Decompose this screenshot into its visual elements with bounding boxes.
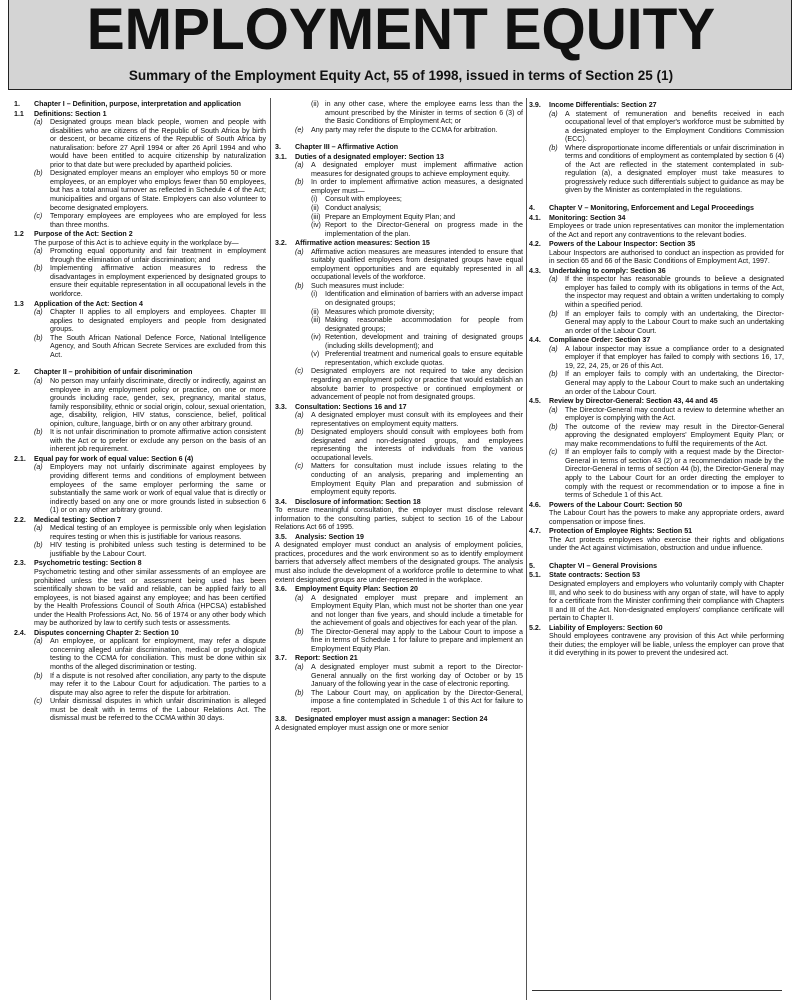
section-title: Disputes concerning Chapter 2: Section 10 <box>34 628 179 637</box>
list-item <box>14 428 266 454</box>
chapter-heading <box>14 100 266 109</box>
item-text: The Director-General may apply to the Labour Court to impose a fine in terms of Schedule 1 for failure to prepare and implement an Employment Equity Plan. <box>311 627 523 653</box>
list-item <box>14 697 266 723</box>
section-number: 4.6. <box>529 500 541 509</box>
section-heading <box>275 533 523 542</box>
list-item <box>14 308 266 334</box>
section-number: 2.3. <box>14 559 26 568</box>
item-text: Temporary employees are employees who are employed for less than three months. <box>50 212 266 229</box>
list-item <box>275 428 523 462</box>
sub-item-text: Conduct analysis; <box>325 204 381 213</box>
paragraph: Labour Inspectors are authorised to conduct an inspection as provided for in section 65 and 66 of the Basic Conditions of Employment Act, 1997. <box>549 248 784 266</box>
item-label: (a) <box>549 344 558 353</box>
paragraph: The Act protects employees who exercise their rights and obligations under the Act against victimisation, obstruction and undue influence. <box>549 535 784 553</box>
list-item <box>14 212 266 229</box>
section-number: 2. <box>14 368 20 377</box>
chapter-heading <box>14 368 266 377</box>
section-heading <box>14 110 266 119</box>
section-number: 4.4. <box>529 336 541 345</box>
section-number: 5.1. <box>529 571 541 580</box>
sub-item <box>275 350 523 367</box>
item-label: (b) <box>34 264 43 273</box>
section-number: 3.2. <box>275 239 287 248</box>
list-item <box>14 637 266 671</box>
list-item <box>529 406 784 423</box>
item-text: A statement of remuneration and benefits received in each occupational level of that employer's workforce must be submitted by a designated employer to the Employment Conditions Commission (ECC). <box>565 109 784 144</box>
list-item <box>14 169 266 212</box>
item-label: (a) <box>34 247 43 256</box>
list-item <box>14 463 266 514</box>
list-item <box>14 118 266 169</box>
item-text: If an employer fails to comply with an undertaking, the Director-General may apply to the Labour Court to make such an undertaking an order of the Labour Court. <box>565 309 784 335</box>
section-title: Equal pay for work of equal value: Section 6 (4) <box>34 454 194 463</box>
item-text: No person may unfairly discriminate, directly or indirectly, against an employee in any employment policy or practice, on one or more grounds including race, gender, sex, pregnancy, marital status, family responsibility, ethnic or social origin, colour, sexual orientation, age, disability, religion, HIV status, conscience, belief, political opinion, culture, language, birth or on any other arbitrary ground. <box>50 376 266 428</box>
section-heading <box>529 527 784 536</box>
sub-item-label: (ii) <box>311 204 319 213</box>
header-banner <box>8 0 792 90</box>
paragraph: A designated employer must assign one or more senior <box>275 723 449 732</box>
item-text: Medical testing of an employee is permissible only when legislation requires testing or when this is justifiable for various reasons. <box>50 524 266 541</box>
section-title: Definitions: Section 1 <box>34 109 107 118</box>
item-text: It is not unfair discrimination to promote affirmative action consistent with the Act or to prefer or exclude any person on the basis of an inherent job requirement. <box>50 428 266 454</box>
section-title: Powers of the Labour Court: Section 50 <box>549 500 683 509</box>
section-heading <box>529 501 784 510</box>
item-text: A designated employer must consult with its employees and their representatives on employment equity matters. <box>311 411 523 428</box>
list-item <box>529 310 784 336</box>
section-title: Powers of the Labour Inspector: Section 35 <box>549 240 696 249</box>
section-heading <box>529 397 784 406</box>
item-text: Matters for consultation must include issues relating to the conducting of an analysis, preparing and implementing an Employment Equity Plan and preparation and submission of employment equity reports. <box>311 462 523 497</box>
section-number: 5.2. <box>529 623 541 632</box>
section-heading <box>14 559 266 568</box>
paragraph: Employees or trade union representatives can monitor the implementation of the Act and report any contraventions to the relevant bodies. <box>549 222 784 239</box>
item-label: (a) <box>34 118 43 127</box>
page-subtitle: Summary of the Employment Equity Act, 55 of 1998, issued in terms of Section 25 (1) <box>128 68 674 83</box>
item-label: (b) <box>295 281 304 290</box>
sub-item-label: (i) <box>311 290 318 299</box>
section-number: 2.4. <box>14 628 26 637</box>
item-label: (a) <box>34 637 43 646</box>
section-number: 3.8. <box>275 715 287 724</box>
sub-item-text: in any other case, where the employee earns less than the amount prescribed by the Minister in terms of section 6 (3) of the Basic Conditions of Employment Act; or <box>325 100 523 126</box>
sub-item <box>275 308 523 317</box>
sub-item-label: (iv) <box>311 221 321 230</box>
list-item <box>529 275 784 309</box>
section-heading <box>529 240 784 249</box>
list-item <box>529 448 784 499</box>
column-divider <box>270 98 271 1000</box>
list-item <box>529 110 784 144</box>
section-title: Purpose of the Act: Section 2 <box>34 230 133 239</box>
section-number: 1. <box>14 100 20 108</box>
sub-item-label: (v) <box>311 350 320 359</box>
list-item <box>275 282 523 291</box>
paragraph: Psychometric testing and other similar assessments of an employee are prohibited unless the test or assessment being used has been scientifically shown to be valid and reliable, can be applied fairly to all employees, is not biased against any employee; and has been certified by the Health Professions Council of South Africa (HPCSA) established under the Health Professions Act, No. 56 of 1974 or any other body which may be authorized by law to certify such tests or assessments. <box>34 567 266 628</box>
item-text: A labour inspector may issue a compliance order to a designated employer if that employer has failed to comply with sections 16, 17, 19, 22, 24, 25, or 26 of this Act. <box>565 344 784 370</box>
chapter-heading <box>529 562 784 571</box>
paragraph: The Labour Court has the powers to make any appropriate orders, award compensation or impose fines. <box>549 509 784 526</box>
item-text: The Labour Court may, on application by the Director-General, impose a fine contemplated in Schedule 1 of this Act for failure to report. <box>311 688 523 714</box>
section-number: 4.1. <box>529 213 541 222</box>
list-item <box>14 524 266 541</box>
item-text: The South African National Defence Force, National Intelligence Agency, and South African Secrete Services are excluded from this Act. <box>50 333 266 359</box>
item-label: (a) <box>295 593 304 602</box>
item-text: If a dispute is not resolved after conciliation, any party to the dispute may refer it to the Labour Court for adjudication. The parties to a dispute may also agree to refer the dispute for arbitration. <box>50 671 266 697</box>
list-item <box>275 411 523 428</box>
section-title: Chapter V – Monitoring, Enforcement and Legal Proceedings <box>549 204 754 213</box>
item-label: (c) <box>295 462 304 471</box>
item-text: The Director-General may conduct a review to determine whether an employer is complying with the Act. <box>565 405 784 423</box>
section-number: 1.1 <box>14 109 24 118</box>
sub-item <box>275 195 523 204</box>
item-label: (b) <box>34 333 43 342</box>
sub-item <box>275 290 523 307</box>
item-label: (a) <box>295 663 304 671</box>
list-item <box>529 144 784 195</box>
section-title: Liability of Employers: Section 60 <box>549 623 663 632</box>
list-item <box>275 178 523 195</box>
item-label: (b) <box>34 541 43 550</box>
bottom-rule <box>532 990 782 991</box>
section-heading <box>529 624 784 633</box>
section-title: Review by Director-General: Section 43, 44 and 45 <box>549 397 718 406</box>
item-label: (b) <box>549 422 558 431</box>
section-number: 4.3. <box>529 266 541 275</box>
section-number: 2.1. <box>14 454 26 463</box>
sub-item <box>275 213 523 222</box>
item-label: (b) <box>295 178 304 187</box>
item-text: If an employer fails to comply with a request made by the Director-General in terms of section 43 (2) or a recommendation made by the Director-General in terms of section 44 (b), the Director-General may apply to the Labour Court for an order directing the employer to comply with the request or recommendation or to impose a fine in terms of Schedule 1 of this Act. <box>565 448 784 500</box>
list-item <box>275 161 523 178</box>
item-label: (c) <box>34 212 43 221</box>
section-number: 3.3. <box>275 402 287 411</box>
list-item <box>275 663 523 689</box>
section-number: 3.6. <box>275 585 287 594</box>
section-number: 4. <box>529 204 535 213</box>
section-number: 5. <box>529 561 535 570</box>
section-title: Report: Section 21 <box>295 654 358 663</box>
item-label: (a) <box>549 275 558 284</box>
item-label: (b) <box>549 143 558 152</box>
list-item <box>275 594 523 628</box>
list-item <box>275 628 523 654</box>
paragraph: To ensure meaningful consultation, the employer must disclose relevant information to the consulting parties, subject to section 16 of the Labour Relations Act 66 of 1995. <box>275 506 523 532</box>
column-1 <box>14 100 266 998</box>
section-number: 2.2. <box>14 515 26 524</box>
section-title: Employment Equity Plan: Section 20 <box>295 585 418 594</box>
section-title: Chapter I – Definition, purpose, interpretation and application <box>34 100 241 108</box>
section-heading <box>529 571 784 580</box>
section-heading <box>529 267 784 276</box>
section-title: Application of the Act: Section 4 <box>34 299 143 308</box>
sub-item-text: Preferential treatment and numerical goals to ensure equitable representation, which exclude quotas. <box>325 350 523 367</box>
item-text: Implementing affirmative action measures to redress the disadvantages in employment experienced by designated groups to ensure their equitable representation in all occupational levels in the workforce. <box>50 264 266 299</box>
list-item <box>275 126 523 135</box>
item-text: An employee, or applicant for employment, may refer a dispute concerning alleged unfair discrimination, medical or psychological testing to the CCMA for conciliation. This must be done within six months of the alleged discrimination or testing. <box>50 637 266 671</box>
column-3 <box>529 100 784 998</box>
paragraph: Should employees contravene any provision of this Act while performing their duties; the employer will be liable, unless the employer can prove that it did everything in its power to prevent the undesired act. <box>549 632 784 658</box>
item-text: Promoting equal opportunity and fair treatment in employment through the elimination of unfair discrimination; and <box>50 247 266 264</box>
section-heading <box>14 516 266 525</box>
section-title: Chapter VI – General Provisions <box>549 561 658 570</box>
section-heading <box>275 654 523 663</box>
section-heading <box>275 239 523 248</box>
section-heading <box>14 629 266 638</box>
item-label: (a) <box>295 247 304 256</box>
item-label: (a) <box>295 411 304 420</box>
item-label: (a) <box>549 109 558 118</box>
section-title: Psychometric testing: Section 8 <box>34 559 142 568</box>
item-label: (a) <box>34 463 43 472</box>
item-text: A designated employer must submit a report to the Director-General annually on the first working day of October or by 15 January of the following year in the case of electronic reporting. <box>311 663 523 689</box>
section-heading <box>275 403 523 412</box>
list-item <box>275 462 523 496</box>
section-number: 3. <box>275 143 281 152</box>
item-label: (b) <box>295 428 304 437</box>
section-title: Compliance Order: Section 37 <box>549 336 651 345</box>
item-text: Designated groups mean black people, women and people with disabilities who are citizens of the Republic of South Africa by birth or descent, or became citizens of the Republic of South Africa by naturalisation: before 27 April 1994 or after 26 April 1994 and who would have been entitled to acquire citizenship by naturalization prior to that date but were precluded by apartheid policies. <box>50 118 266 169</box>
sub-item <box>275 333 523 350</box>
section-heading <box>275 585 523 594</box>
section-title: Protection of Employee Rights: Section 51 <box>549 527 693 536</box>
section-number: 1.3 <box>14 299 24 308</box>
item-text: Employers may not unfairly discriminate against employees by providing different terms and conditions of employment between employees of the same employer performing the same or substantially the same work or work of equal value that is directly or indirectly based on any one or more grounds listed in subsection 6 (1) or on any other arbitrary ground. <box>50 463 266 515</box>
section-number: 3.4. <box>275 497 287 506</box>
item-text: In order to implement affirmative action measures, a designated employer must— <box>311 178 523 195</box>
item-label: (c) <box>34 697 43 706</box>
sub-item-label: (ii) <box>311 100 319 108</box>
sub-item <box>275 100 523 126</box>
item-text: Unfair dismissal disputes in which unfair discrimination is alleged must be dealt with in terms of the Labour Relations Act. The dismissal must be referred to the CCMA within 30 days. <box>50 697 266 723</box>
item-text: If an employer fails to comply with an undertaking, the Director-General may apply to the Labour Court to make such an undertaking an order of the Labour Court. <box>565 370 784 396</box>
item-label: (a) <box>295 161 304 170</box>
item-label: (a) <box>549 405 558 414</box>
item-label: (b) <box>295 627 304 636</box>
section-title: Monitoring: Section 34 <box>549 213 626 222</box>
section-number: 1.2 <box>14 230 24 239</box>
section-number: 3.1. <box>275 152 287 161</box>
item-label: (b) <box>34 671 43 680</box>
section-number: 4.2. <box>529 240 541 249</box>
column-divider <box>526 98 527 1000</box>
section-heading <box>275 715 523 724</box>
section-heading <box>14 230 266 239</box>
section-title: Chapter III – Affirmative Action <box>295 143 399 152</box>
list-item <box>275 248 523 282</box>
section-number: 4.5. <box>529 397 541 406</box>
item-text: A designated employer must prepare and implement an Employment Equity Plan, which must not be shorter than one year and not longer than five years, and should include a timetable for the achievement of goals and objectives for each year of the plan. <box>311 593 523 628</box>
section-title: Chapter II – prohibition of unfair discrimination <box>34 368 193 377</box>
sub-item-label: (iv) <box>311 333 321 342</box>
item-label: (e) <box>295 125 304 134</box>
list-item <box>14 247 266 264</box>
list-item <box>14 672 266 698</box>
item-text: A designated employer must implement affirmative action measures for designated groups to achieve employment equity. <box>311 161 523 178</box>
item-text: Designated employer means an employer who employs 50 or more employees, or an employer who employs fewer than 50 employees, but has a total annual turnover as reflected in Schedule 4 of the Act; municipalities and organs of State. Employers can also volunteer to become designated employers. <box>50 169 266 212</box>
section-title: Income Differentials: Section 27 <box>549 101 657 109</box>
item-text: Designated employers should consult with employees both from designated and non-designated groups, and employees representing the interests of individuals from the various occupational levels. <box>311 428 523 462</box>
sub-item-text: Consult with employees; <box>325 195 402 204</box>
section-number: 4.7. <box>529 527 541 536</box>
paragraph: A designated employer must conduct an analysis of employment policies, practices, procedures and the work environment so as to identify employment barriers that adversely affect members of the designated groups. The analysis must also include the development of a workforce profile to determine to what extent designated groups are under-represented in the workplace. <box>275 541 523 584</box>
section-heading <box>529 336 784 345</box>
item-label: (a) <box>34 524 43 533</box>
item-text: Chapter II applies to all employers and employees. Chapter III applies to designated employers and people from designated groups. <box>50 308 266 334</box>
section-title: Consultation: Sections 16 and 17 <box>295 402 407 411</box>
sub-item-label: (ii) <box>311 307 319 316</box>
item-label: (b) <box>549 370 558 379</box>
item-label: (b) <box>34 169 43 178</box>
section-title: State contracts: Section 53 <box>549 571 641 580</box>
section-title: Duties of a designated employer: Section 13 <box>295 152 445 161</box>
chapter-heading <box>529 204 784 213</box>
item-label: (b) <box>34 428 43 437</box>
sub-item-label: (iii) <box>311 212 321 221</box>
section-heading <box>529 101 784 110</box>
list-item <box>529 345 784 371</box>
list-item <box>14 334 266 360</box>
list-item <box>275 367 523 401</box>
item-label: (c) <box>549 448 558 457</box>
sub-item-text: Report to the Director-General on progress made in the implementation of the plan. <box>325 221 523 238</box>
section-number: 3.5. <box>275 532 287 541</box>
item-label: (c) <box>295 367 304 376</box>
section-title: Designated employer must assign a manager: Section 24 <box>295 715 488 724</box>
section-heading <box>275 498 523 507</box>
chapter-heading <box>275 143 523 152</box>
item-text: If the inspector has reasonable grounds to believe a designated employer has failed to comply with its obligations in terms of the Act, the inspector may request and obtain a written undertaking to comply within a specified period. <box>565 275 784 310</box>
list-item <box>14 377 266 428</box>
item-text: Affirmative action measures are measures intended to ensure that suitably qualified employees from designated groups have equal employment opportunities and are equitably represented in all occupational levels of the workforce. <box>311 247 523 282</box>
list-item <box>275 689 523 715</box>
sub-item-text: Retention, development and training of designated groups (including skills development); and <box>325 333 523 350</box>
section-heading <box>275 153 523 162</box>
section-title: Disclosure of information: Section 18 <box>295 497 421 506</box>
list-item <box>529 370 784 396</box>
item-text: Such measures must include: <box>311 281 405 290</box>
section-number: 3.9. <box>529 101 541 109</box>
item-text: Where disproportionate income differentials or unfair discrimination in terms and conditions of employment as contemplated by section 6 (4) of the Act are reflected in the statement contemplated in sub-regulation (a), a designated employer must take measures to progressively reduce such differentials subject to guidance as may be given by the Minister as contemplated in the regulations. <box>565 143 784 195</box>
sub-item-label: (iii) <box>311 316 321 325</box>
list-item <box>14 264 266 298</box>
item-label: (a) <box>34 308 43 317</box>
section-heading <box>14 455 266 464</box>
item-label: (b) <box>549 309 558 318</box>
sub-item-text: Identification and elimination of barriers with an adverse impact on designated groups; <box>325 290 523 308</box>
list-item <box>14 541 266 558</box>
section-title: Analysis: Section 19 <box>295 532 364 541</box>
section-title: Undertaking to comply: Section 36 <box>549 266 666 275</box>
section-number: 3.7. <box>275 654 287 663</box>
section-title: Affirmative action measures: Section 15 <box>295 239 430 248</box>
section-heading <box>14 300 266 309</box>
section-heading <box>529 214 784 223</box>
sub-item <box>275 316 523 333</box>
item-label: (b) <box>295 688 304 697</box>
page-title: EMPLOYMENT EQUITY <box>86 0 716 62</box>
sub-item-text: Measures which promote diversity; <box>325 307 435 316</box>
sub-item-text: Making reasonable accommodation for people from designated groups; <box>325 316 523 333</box>
item-text: Designated employers are not required to take any decision regarding an employment policy or practice that would establish an absolute barrier to prospective or continued employment or advancement of people not from designated groups. <box>311 367 523 402</box>
sub-item <box>275 221 523 238</box>
section-title: Medical testing: Section 7 <box>34 515 122 524</box>
column-2 <box>275 100 523 998</box>
sub-item <box>275 204 523 213</box>
item-label: (a) <box>34 376 43 385</box>
list-item <box>529 423 784 449</box>
paragraph: The purpose of this Act is to achieve equity in the workplace by— <box>34 238 239 247</box>
paragraph: Designated employers and employers who voluntarily comply with Chapter III, and who seek to do business with any organ of state, will have to apply for a certificate from the Minister confirming their compliance with Chapters II and III of the Act. Non-designated employers' compliance certificate will pertain to Chapter II. <box>549 579 784 623</box>
item-text: Any party may refer the dispute to the CCMA for arbitration. <box>311 125 498 134</box>
item-text: HIV testing is prohibited unless such testing is determined to be justifiable by the Labour Court. <box>50 541 266 558</box>
sub-item-label: (i) <box>311 195 318 204</box>
item-text: The outcome of the review may result in the Director-General approving the designated employers' Employment Equity Plan; or may make recommendations to fulfil the requirements of the Act. <box>565 422 784 448</box>
sub-item-text: Prepare an Employment Equity Plan; and <box>325 212 456 221</box>
